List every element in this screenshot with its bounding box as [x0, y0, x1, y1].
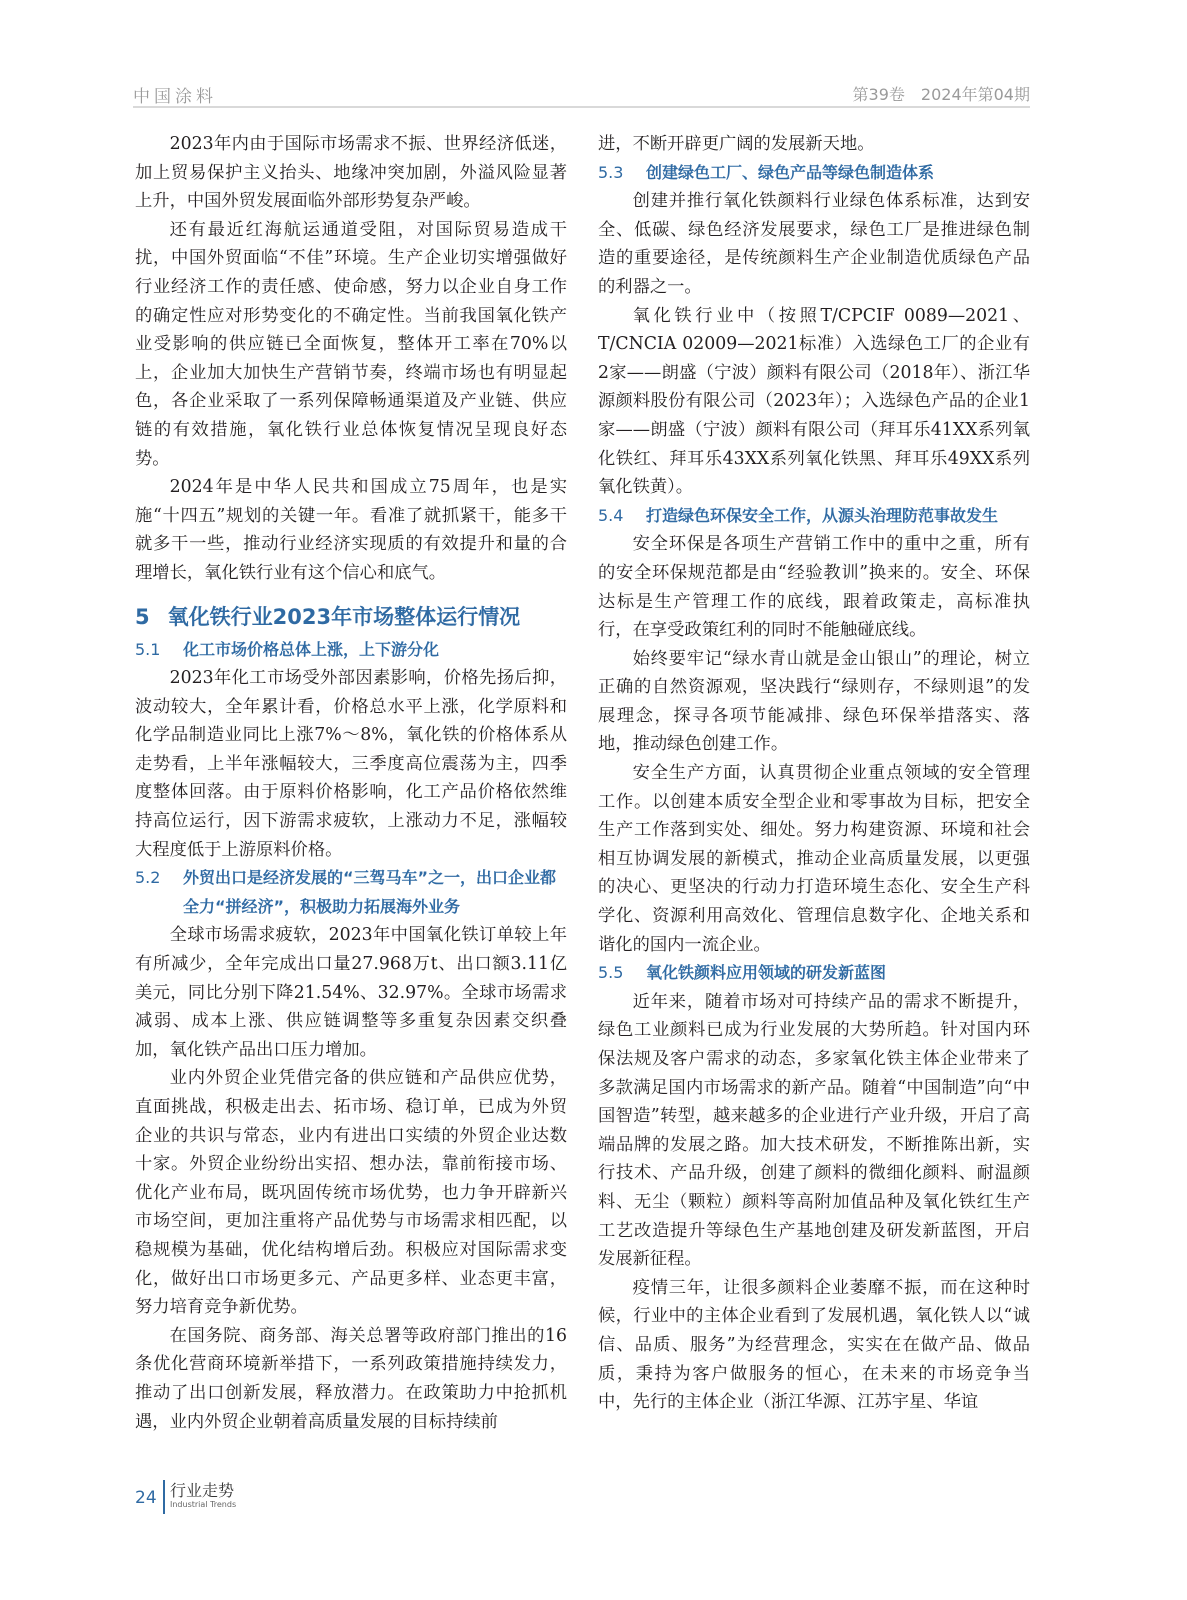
paragraph: 2023年内由于国际市场需求不振、世界经济低迷，加上贸易保护主义抬头、地缘冲突加剧，外溢风险显著上升，中国外贸发展面临外部形势复杂严峻。 — [135, 134, 567, 212]
heading-number: 5 — [135, 604, 150, 629]
subsection-heading — [135, 864, 567, 921]
heading-number: 5.2 — [135, 868, 161, 888]
heading-number: 5.4 — [598, 505, 624, 525]
paragraph: 还有最近红海航运通道受阻，对国际贸易造成干扰，中国外贸面临“不佳”环境。生产企业切实增强做好行业经济工作的责任感、使命感，努力以企业自身工作的确定性应对形势变化的不确定性。当前我国氧化铁产业受影响的供应链已全面恢复，整体开工率在70%以上，企业加大加快生产营销节奏，终端市场也有明显起色，各企业采取了一系列保障畅通渠道及产业链、供应链的有效措施，氧化铁行业总体恢复情况呈现良好态势。 — [135, 219, 567, 469]
paragraph: 氧化铁行业中（按照T/CPCIF 0089—2021、T/CNCIA 02009—2021标准）入选绿色工厂的企业有2家——朗盛（宁波）颜料有限公司（2018年）、浙江华源颜料股份有限公司（2023年）；入选绿色产品的企业1家——朗盛（宁波）颜料有限公司（拜耳乐41XX系列氧化铁红、拜耳乐43XX系列氧化铁黑、拜耳乐49XX系列氧化铁黄）。 — [598, 305, 1030, 498]
paragraph: 安全生产方面，认真贯彻企业重点领域的安全管理工作。以创建本质安全型企业和零事故为目标，把安全生产工作落到实处、细处。努力构建资源、环境和社会相互协调发展的新模式，推动企业高质量发展，以更强的决心、更坚决的行动力打造环境生态化、安全生产科学化、资源利用高效化、管理信息数字化、企地关系和谐化的国内一流企业。 — [598, 763, 1030, 955]
left-column — [135, 130, 567, 1436]
section-name: 行业走势 — [170, 1481, 235, 1500]
running-header — [133, 80, 1030, 108]
paragraph: 2023年化工市场受外部因素影响，价格先扬后抑，波动较大，全年累计看，价格总水平上涨，化学原料和化学品制造业同比上涨7%～8%，氧化铁的价格体系从走势看，上半年涨幅较大，三季度高位震荡为主，四季度整体回落。由于原料价格影响，化工产品价格依然维持高位运行，因下游需求疲软，上涨动力不足，涨幅较大程度低于上游原料价格。 — [135, 668, 567, 860]
paragraph: 近年来，随着市场对可持续产品的需求不断提升，绿色工业颜料已成为行业发展的大势所趋。针对国内环保法规及客户需求的动态，多家氧化铁主体企业带来了多款满足国内市场需求的新产品。随着“中国制造”向“中国智造”转型，越来越多的企业进行产业升级，开启了高端品牌的发展之路。加大技术研发，不断推陈出新，实行技术、产品升级，创建了颜料的微细化颜料、耐温颜料、无尘（颗粒）颜料等高附加值品种及氧化铁红生产工艺改造提升等绿色生产基地创建及研发新蓝图，开启发展新征程。 — [598, 991, 1030, 1270]
heading-text: 创建绿色工厂、绿色产品等绿色制造体系 — [646, 162, 935, 182]
heading-number: 5.3 — [598, 162, 624, 182]
page-number: 24 — [135, 1488, 157, 1508]
heading-text: 外贸出口是经济发展的“三驾马车”之一，出口企业都全力“拼经济”，积极助力拓展海外业务 — [183, 868, 557, 916]
heading-number: 5.1 — [135, 639, 161, 659]
heading-text: 化工市场价格总体上涨，上下游分化 — [183, 639, 440, 659]
paragraph: 安全环保是各项生产营销工作中的重中之重，所有的安全环保规范都是由“经验教训”换来的。安全、环保达标是生产管理工作的底线，跟着政策走，高标准执行，在享受政策红利的同时不能触碰底线。 — [598, 534, 1030, 641]
paragraph: 始终要牢记“绿水青山就是金山银山”的理论，树立正确的自然资源观，坚决践行“绿则存，不绿则退”的发展理念，探寻各项节能减排、绿色环保举措落实、落地，推动绿色创建工作。 — [598, 648, 1030, 755]
paragraph: 全球市场需求疲软，2023年中国氧化铁订单较上年有所减少，全年完成出口量27.968万t、出口额3.11亿美元，同比分别下降21.54%、32.97%。全球市场需求减弱、成本上涨、供应链调整等多重复杂因素交织叠加，氧化铁产品出口压力增加。 — [135, 925, 567, 1060]
subsection-heading — [598, 959, 1030, 988]
subsection-heading — [598, 502, 1030, 531]
right-column — [598, 130, 1030, 1417]
heading-text: 氧化铁行业2023年市场整体运行情况 — [167, 604, 521, 629]
paragraph: 2024年是中华人民共和国成立75周年，也是实施“十四五”规划的关键一年。看准了就抓紧干，能多干就多干一些，推动行业经济实现质的有效提升和量的合理增长，氧化铁行业有这个信心和底气。 — [135, 477, 567, 583]
paragraph: 业内外贸企业凭借完备的供应链和产品供应优势，直面挑战，积极走出去、拓市场、稳订单，已成为外贸企业的共识与常态，业内有进出口实绩的外贸企业达数十家。外贸企业纷纷出实招、想办法，靠前衔接市场、优化产业布局，既巩固传统市场优势，也力争开辟新兴市场空间，更加注重将产品优势与市场需求相匹配，以稳规模为基础，优化结构增后劲。积极应对国际需求变化，做好出口市场更多元、产品更多样、业态更丰富，努力培育竞争新优势。 — [135, 1068, 567, 1318]
paragraph: 疫情三年，让很多颜料企业萎靡不振，而在这种时候，行业中的主体企业看到了发展机遇，氧化铁人以“诚信、品质、服务”为经营理念，实实在在做产品、做品质，秉持为客户做服务的恒心，在未来的市场竞争当中，先行的主体企业（浙江华源、江苏宇星、华谊 — [598, 1277, 1030, 1413]
paragraph: 进，不断开辟更广阔的发展新天地。 — [598, 134, 875, 154]
paragraph: 在国务院、商务部、海关总署等政府部门推出的16条优化营商环境新举措下，一系列政策措施持续发力，推动了出口创新发展，释放潜力。在政策助力中抢抓机遇，业内外贸企业朝着高质量发展的目标持续前 — [135, 1325, 567, 1432]
subsection-heading — [135, 636, 567, 665]
heading-text: 打造绿色环保安全工作，从源头治理防范事故发生 — [646, 505, 999, 525]
journal-name: 中国涂料 — [133, 87, 217, 107]
issue-info: 第39卷 2024年第04期 — [852, 85, 1030, 104]
heading-text: 氧化铁颜料应用领域的研发新蓝图 — [646, 963, 887, 983]
section-name-english: Industrial Trends — [170, 1500, 237, 1509]
footer-divider — [163, 1480, 165, 1514]
heading-number: 5.5 — [598, 963, 624, 983]
section-heading — [135, 600, 567, 634]
subsection-heading — [598, 159, 1030, 188]
paragraph: 创建并推行氧化铁颜料行业绿色体系标准，达到安全、低碳、绿色经济发展要求，绿色工厂是推进绿色制造的重要途径，是传统颜料生产企业制造优质绿色产品的利器之一。 — [598, 191, 1030, 297]
